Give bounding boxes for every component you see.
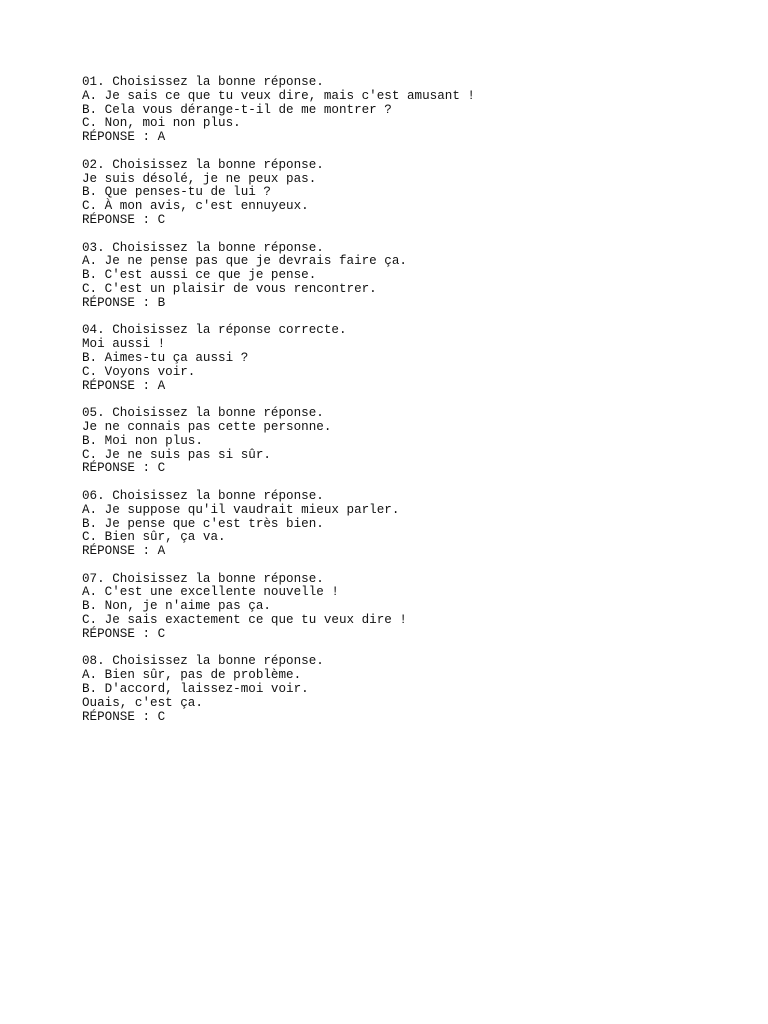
answer-option: B. Je pense que c'est très bien. <box>82 516 324 531</box>
answer-option: C. Non, moi non plus. <box>82 116 241 131</box>
answer-option: C. Je ne suis pas si sûr. <box>82 447 271 462</box>
answer-option: B. Moi non plus. <box>82 433 203 448</box>
question-block-06 <box>82 490 722 559</box>
answer-option: B. Cela vous dérange-t-il de me montrer ? <box>82 102 392 117</box>
question-block-02 <box>82 159 722 228</box>
answer-key: RÉPONSE : C <box>82 709 166 724</box>
answer-option: B. D'accord, laissez-moi voir. <box>82 682 309 697</box>
answer-option: A. C'est une excellente nouvelle ! <box>82 585 339 600</box>
question-block-07 <box>82 573 722 642</box>
answer-key: RÉPONSE : A <box>82 544 166 559</box>
question-prompt: 07. Choisissez la bonne réponse. <box>82 571 324 586</box>
question-prompt: 02. Choisissez la bonne réponse. <box>82 157 324 172</box>
answer-key: RÉPONSE : C <box>82 461 166 476</box>
answer-key: RÉPONSE : C <box>82 212 166 227</box>
answer-option: Je suis désolé, je ne peux pas. <box>82 171 317 186</box>
answer-option: B. C'est aussi ce que je pense. <box>82 268 317 283</box>
question-prompt: 03. Choisissez la bonne réponse. <box>82 240 324 255</box>
answer-option: C. À mon avis, c'est ennuyeux. <box>82 199 309 214</box>
question-prompt: 06. Choisissez la bonne réponse. <box>82 488 324 503</box>
answer-option: C. Voyons voir. <box>82 364 196 379</box>
answer-key: RÉPONSE : A <box>82 130 166 145</box>
answer-option: A. Je ne pense pas que je devrais faire ça. <box>82 254 407 269</box>
answer-option: A. Je sais ce que tu veux dire, mais c'est amusant ! <box>82 88 475 103</box>
answer-option: A. Je suppose qu'il vaudrait mieux parler. <box>82 502 400 517</box>
answer-option: C. Je sais exactement ce que tu veux dire ! <box>82 613 407 628</box>
answer-option: C. Bien sûr, ça va. <box>82 530 226 545</box>
answer-option: Ouais, c'est ça. <box>82 695 203 710</box>
question-block-03 <box>82 242 722 311</box>
answer-option: Je ne connais pas cette personne. <box>82 419 332 434</box>
answer-option: B. Aimes-tu ça aussi ? <box>82 350 249 365</box>
question-block-05 <box>82 407 722 476</box>
question-prompt: 05. Choisissez la bonne réponse. <box>82 406 324 421</box>
answer-key: RÉPONSE : A <box>82 378 166 393</box>
question-block-01 <box>82 76 722 145</box>
answer-key: RÉPONSE : B <box>82 295 166 310</box>
question-block-04 <box>82 324 722 393</box>
answer-key: RÉPONSE : C <box>82 626 166 641</box>
question-prompt: 08. Choisissez la bonne réponse. <box>82 654 324 669</box>
question-prompt: 01. Choisissez la bonne réponse. <box>82 75 324 89</box>
answer-option: Moi aussi ! <box>82 337 166 352</box>
answer-option: C. C'est un plaisir de vous rencontrer. <box>82 281 377 296</box>
answer-option: B. Que penses-tu de lui ? <box>82 185 271 200</box>
question-prompt: 04. Choisissez la réponse correcte. <box>82 323 347 338</box>
document-page <box>82 76 722 738</box>
answer-option: B. Non, je n'aime pas ça. <box>82 599 271 614</box>
answer-option: A. Bien sûr, pas de problème. <box>82 668 302 683</box>
question-block-08 <box>82 655 722 724</box>
